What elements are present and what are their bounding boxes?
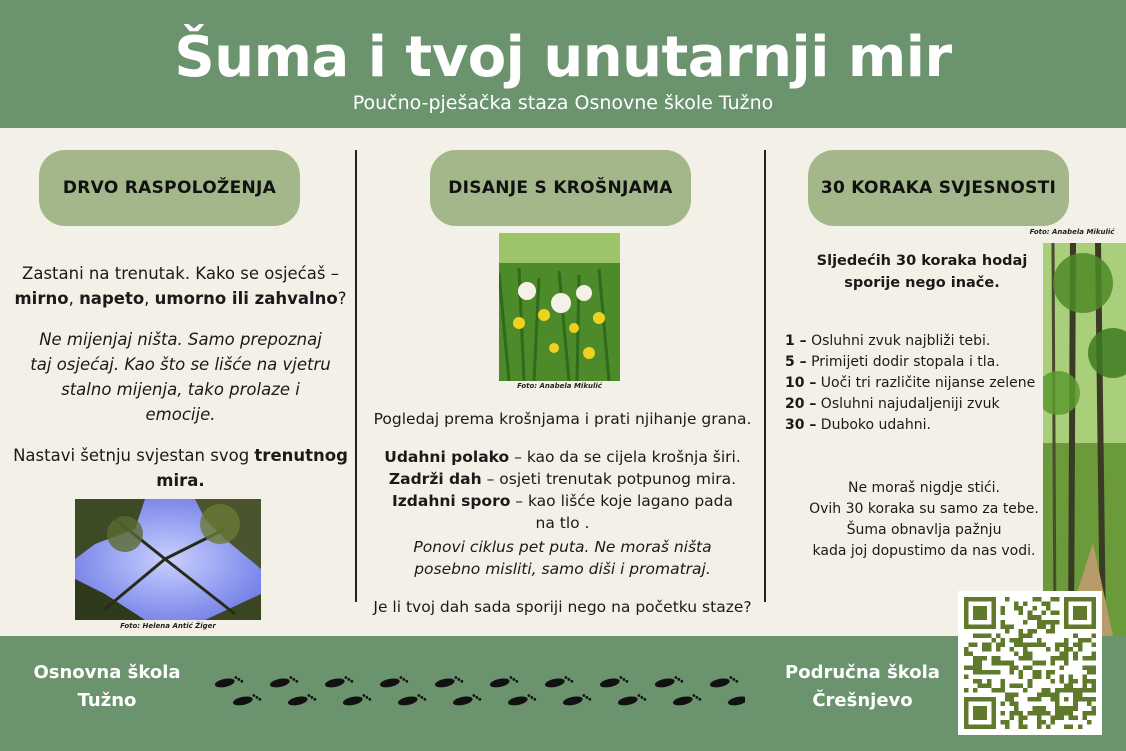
column-divider	[764, 150, 766, 602]
photo-credit: Foto: Anabela Mikulić	[517, 382, 602, 390]
steps-intro: Sljedećih 30 koraka hodaj sporije nego inače.	[816, 253, 1028, 291]
steps-list	[785, 331, 1045, 436]
list-item: 10 – Uoči tri različite nijanse zelene	[785, 375, 1036, 391]
mood-question: Zastani na trenutak. Kako se osjećaš – mirno, napeto, umorno ili zahvalno?	[14, 264, 347, 308]
list-item: 20 – Osluhni najudaljeniji zvuk	[785, 396, 1000, 412]
list-item: 1 – Osluhni zvuk najbliži tebi.	[785, 333, 991, 349]
heading-disanje: DISANJE S KROŠNJAMA	[430, 150, 691, 226]
heading-drvo-raspolozenja: DRVO RASPOLOŽENJA	[39, 150, 300, 226]
mood-continue: Nastavi šetnju svjestan svog trenutnog mira.	[13, 446, 348, 490]
column-1-text	[8, 261, 353, 509]
tree-canopy-photo	[75, 499, 261, 620]
photo-credit: Foto: Helena Antić Žiger	[120, 622, 216, 630]
list-item: 5 – Primijeti dodir stopala i tla.	[785, 354, 1000, 370]
steps-outro: Ne moraš nigdje stići. Ovih 30 koraka su samo za tebe. Šuma obnavlja pažnju kada joj dopustimo da nas vodi.	[809, 480, 1039, 559]
column-2-text	[370, 408, 755, 634]
school-right: Područna škola Črešnjevo	[785, 662, 940, 711]
list-item: 30 – Duboko udahni.	[785, 417, 931, 433]
page-subtitle: Poučno-pješačka staza Osnovne škole Tužno	[352, 92, 774, 114]
qr-code-icon[interactable]	[958, 591, 1102, 735]
school-left: Osnovna škola Tužno	[33, 662, 181, 711]
header-banner	[0, 0, 1126, 128]
breathing-intro: Pogledaj prema krošnjama i prati njihanje grana.	[373, 410, 752, 428]
breathing-steps: Udahni polako – kao da se cijela krošnja širi. Zadrži dah – osjeti trenutak potpunog mira. Izdahni sporo – kao lišće koje lagano pada na tlo .	[384, 448, 741, 532]
mood-note: Ne mijenjaj ništa. Samo prepoznaj taj osjećaj. Kao što se lišće na vjetru stalno mijenja, tako prolaze i emocije.	[30, 330, 331, 424]
forest-path-photo	[1043, 243, 1126, 636]
footprints-icon	[205, 675, 745, 715]
column-divider	[355, 150, 357, 602]
photo-credit: Foto: Anabela Mikulić	[1029, 228, 1115, 236]
page-title: Šuma i tvoj unutarnji mir	[174, 25, 952, 90]
breathing-question: Je li tvoj dah sada sporiji nego na početku staze?	[373, 598, 752, 616]
heading-30-koraka: 30 KORAKA SVJESNOSTI	[808, 150, 1069, 226]
dandelion-photo	[499, 233, 620, 381]
breathing-repeat: Ponovi ciklus pet puta. Ne moraš ništa posebno misliti, samo diši i promatraj.	[413, 538, 712, 578]
